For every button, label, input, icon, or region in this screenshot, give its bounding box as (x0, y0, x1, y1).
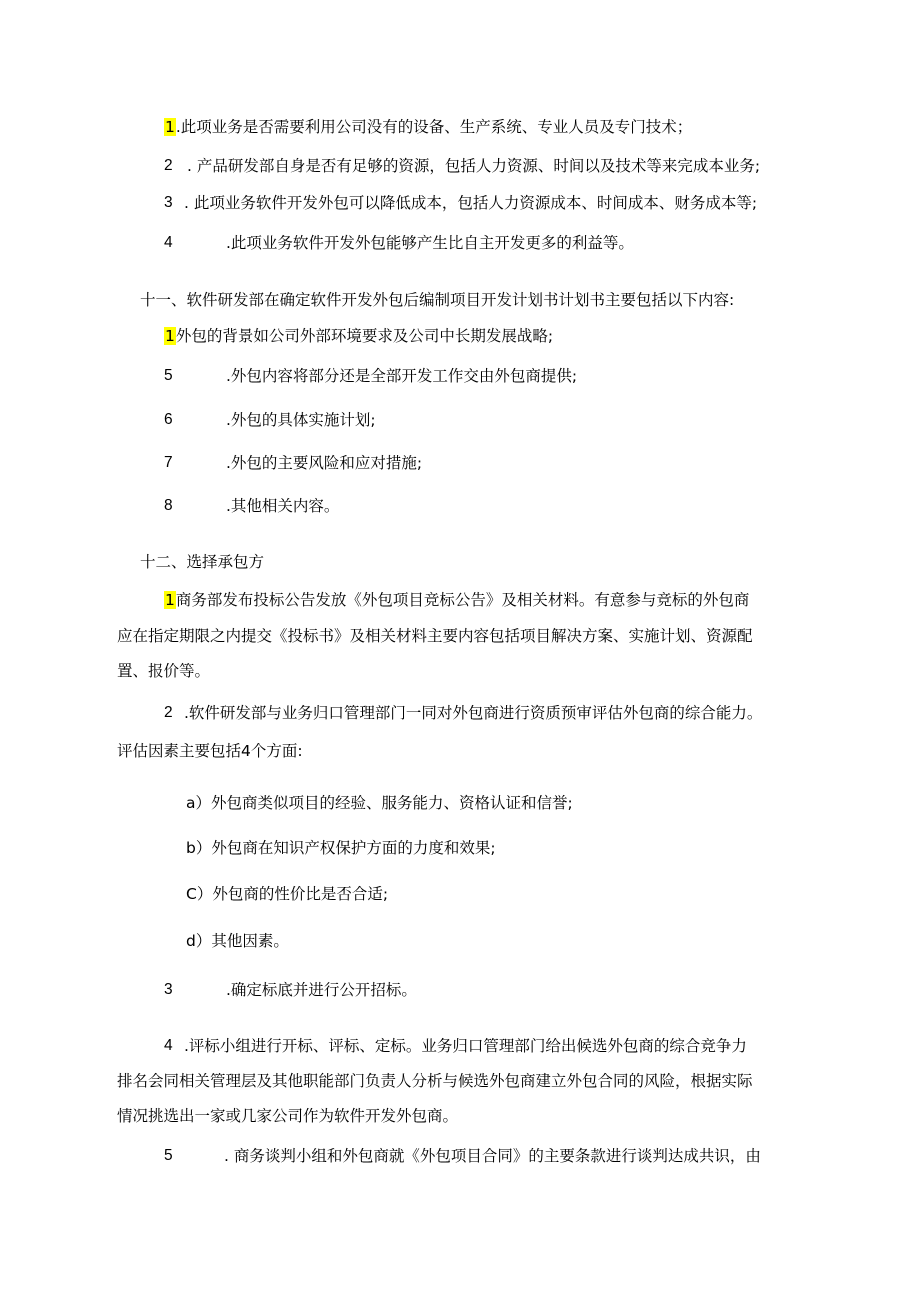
section-twelve-heading: 十二、选择承包方 (140, 553, 265, 571)
section-twelve-item-3-text: .确定标底并进行公开招标。 (226, 981, 417, 999)
section-twelve-item-2-number: 2 (164, 704, 173, 721)
item-text: 外包的背景如公司外部环境要求及公司中长期发展战略; (175, 327, 554, 345)
factor-text: 其他因素。 (211, 932, 289, 950)
section-twelve-item-1-line2: 应在指定期限之内提交《投标书》及相关材料主要内容包括项目解决方案、实施计划、资源配 (117, 627, 753, 645)
section-ten-item-3-text: . 此项业务软件开发外包可以降低成本，包括人力资源成本、时间成本、财务成本等; (184, 194, 758, 212)
section-twelve-item-4-number: 4 (164, 1037, 173, 1054)
section-ten-item-1 (164, 117, 692, 137)
item-number-highlight: 1 (165, 327, 175, 345)
section-eleven-item-6-number: 6 (164, 411, 173, 428)
section-twelve-item-1-line1 (164, 590, 749, 610)
section-eleven-item-7-text: .外包的主要风险和应对措施; (226, 454, 423, 472)
section-ten-item-4-number: 4 (164, 234, 173, 251)
section-twelve-item-3-number: 3 (164, 981, 173, 998)
factor-text: 外包商类似项目的经验、服务能力、资格认证和信誉; (211, 794, 573, 812)
section-ten-item-4-text: .此项业务软件开发外包能够产生比自主开发更多的利益等。 (226, 234, 634, 252)
section-eleven-item-7-number: 7 (164, 454, 173, 471)
factor-text: 外包商的性价比是否合适; (212, 885, 389, 903)
section-eleven-item-6-text: .外包的具体实施计划; (226, 411, 376, 429)
section-ten-item-3-number: 3 (164, 194, 173, 211)
section-twelve-item-4-line1: .评标小组进行开标、评标、定标。业务归口管理部门给出候选外包商的综合竞争力 (184, 1037, 747, 1055)
section-twelve-item-4-line3: 情况挑选出一家或几家公司作为软件开发外包商。 (117, 1107, 459, 1125)
section-twelve-item-2-line1: .软件研发部与业务归口管理部门一同对外包商进行资质预审评估外包商的综合能力。 (184, 704, 763, 722)
section-twelve-item-5-text: . 商务谈判小组和外包商就《外包项目合同》的主要条款进行谈判达成共识，由 (224, 1147, 761, 1165)
section-twelve-item-2-line2: 评估因素主要包括4个方面: (117, 742, 303, 760)
section-twelve-item-4-line2: 排名会同相关管理层及其他职能部门负责人分析与候选外包商建立外包合同的风险，根据实际 (117, 1072, 753, 1090)
section-twelve-item-1-line3: 置、报价等。 (117, 662, 211, 680)
section-eleven-heading: 十一、软件研发部在确定软件开发外包后编制项目开发计划书计划书主要包括以下内容: (140, 291, 735, 309)
factor-letter: C） (186, 885, 213, 903)
factor-c (186, 884, 388, 904)
item-number-highlight: 1 (165, 118, 175, 136)
item-number-highlight: 1 (165, 591, 175, 609)
factor-letter: d） (186, 932, 212, 950)
section-eleven-item-8-text: .其他相关内容。 (226, 497, 340, 515)
factor-letter: a） (186, 794, 211, 812)
factor-text: 外包商在知识产权保护方面的力度和效果; (211, 839, 496, 857)
section-ten-item-2-text: . 产品研发部自身是否有足够的资源，包括人力资源、时间以及技术等来完成本业务; (187, 157, 761, 175)
item-text: 商务部发布投标公告发放《外包项目竞标公告》及相关材料。有意参与竞标的外包商 (175, 591, 750, 609)
section-eleven-item-5-number: 5 (164, 367, 173, 384)
factor-letter: b） (186, 839, 212, 857)
item-text: .此项业务是否需要利用公司没有的设备、生产系统、专业人员及专门技术； (175, 118, 693, 136)
factor-d (186, 931, 289, 951)
factor-a (186, 793, 573, 813)
section-ten-item-2-number: 2 (164, 157, 173, 174)
section-eleven-item-5-text: .外包内容将部分还是全部开发工作交由外包商提供; (226, 367, 578, 385)
factor-b (186, 838, 496, 858)
section-eleven-item-8-number: 8 (164, 497, 173, 514)
section-eleven-item-1 (164, 326, 553, 346)
section-twelve-item-5-number: 5 (164, 1147, 173, 1164)
